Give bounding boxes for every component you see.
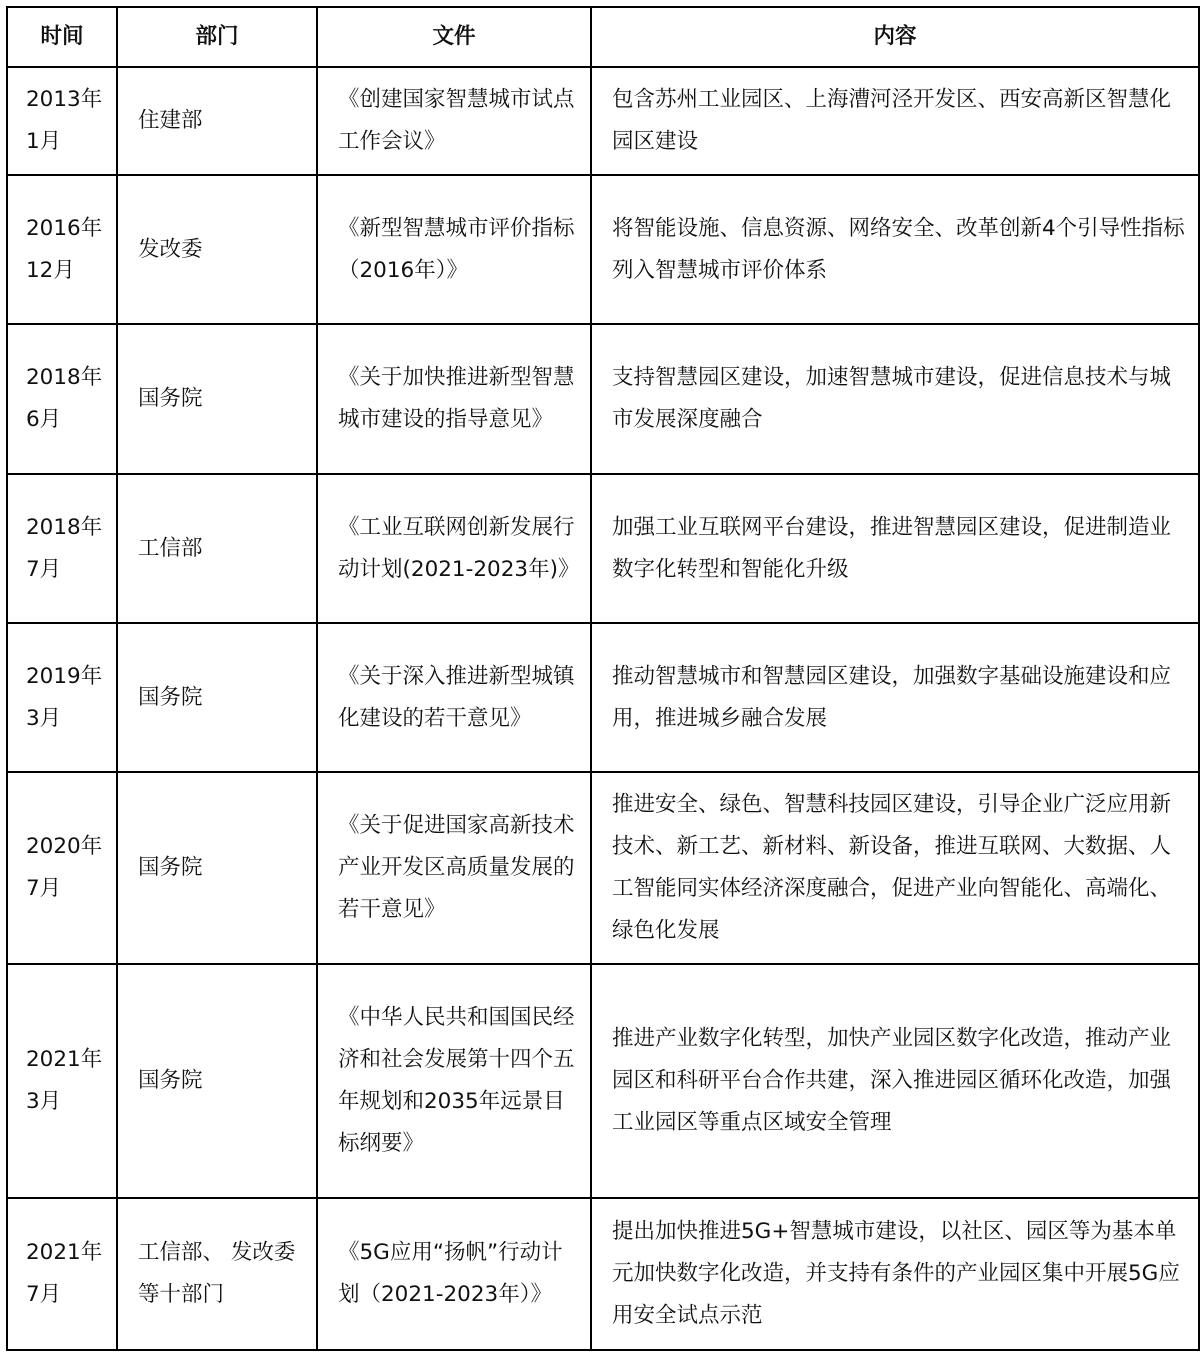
header-dept: 部门 (117, 7, 317, 67)
header-content: 内容 (591, 7, 1199, 67)
cell-dept: 国务院 (117, 772, 317, 964)
cell-time: 2021年7月 (7, 1198, 117, 1350)
cell-dept: 工信部 (117, 474, 317, 623)
table-row (7, 324, 1199, 474)
cell-time: 2018年6月 (7, 324, 117, 474)
cell-content: 提出加快推进5G+智慧城市建设，以社区、园区等为基本单元加快数字化改造，并支持有条件的产业园区集中开展5G应用安全试点示范 (591, 1198, 1199, 1350)
cell-time: 2016年12月 (7, 175, 117, 324)
cell-doc: 《创建国家智慧城市试点工作会议》 (317, 67, 591, 175)
cell-time: 2021年3月 (7, 964, 117, 1198)
cell-time: 2018年7月 (7, 474, 117, 623)
cell-dept: 住建部 (117, 67, 317, 175)
cell-dept: 发改委 (117, 175, 317, 324)
cell-doc: 《关于加快推进新型智慧城市建设的指导意见》 (317, 324, 591, 474)
cell-dept: 国务院 (117, 324, 317, 474)
table-row (7, 772, 1199, 964)
table-row (7, 175, 1199, 324)
cell-doc: 《中华人民共和国国民经济和社会发展第十四个五年规划和2035年远景目标纲要》 (317, 964, 591, 1198)
table-row (7, 67, 1199, 175)
table-row (7, 623, 1199, 772)
cell-doc: 《新型智慧城市评价指标（2016年）》 (317, 175, 591, 324)
cell-time: 2020年7月 (7, 772, 117, 964)
cell-doc: 《关于促进国家高新技术产业开发区高质量发展的若干意见》 (317, 772, 591, 964)
cell-doc: 《关于深入推进新型城镇化建设的若干意见》 (317, 623, 591, 772)
cell-dept: 国务院 (117, 623, 317, 772)
cell-content: 加强工业互联网平台建设，推进智慧园区建设，促进制造业数字化转型和智能化升级 (591, 474, 1199, 623)
cell-content: 将智能设施、信息资源、网络安全、改革创新4个引导性指标列入智慧城市评价体系 (591, 175, 1199, 324)
header-time: 时间 (7, 7, 117, 67)
cell-doc: 《5G应用“扬帆”行动计划（2021-2023年）》 (317, 1198, 591, 1350)
cell-dept: 国务院 (117, 964, 317, 1198)
cell-doc: 《工业互联网创新发展行动计划(2021-2023年)》 (317, 474, 591, 623)
header-row (7, 7, 1199, 67)
cell-time: 2019年3月 (7, 623, 117, 772)
cell-content: 推进产业数字化转型，加快产业园区数字化改造，推动产业园区和科研平台合作共建，深入推进园区循环化改造，加强工业园区等重点区域安全管理 (591, 964, 1199, 1198)
cell-content: 支持智慧园区建设，加速智慧城市建设，促进信息技术与城市发展深度融合 (591, 324, 1199, 474)
policy-table (6, 6, 1200, 1351)
table-header (7, 7, 1199, 67)
table-row (7, 474, 1199, 623)
table-row (7, 964, 1199, 1198)
table-body (7, 67, 1199, 1350)
header-doc: 文件 (317, 7, 591, 67)
cell-time: 2013年1月 (7, 67, 117, 175)
cell-content: 推动智慧城市和智慧园区建设，加强数字基础设施建设和应用，推进城乡融合发展 (591, 623, 1199, 772)
cell-dept: 工信部、 发改委等十部门 (117, 1198, 317, 1350)
table-row (7, 1198, 1199, 1350)
cell-content: 推进安全、绿色、智慧科技园区建设，引导企业广泛应用新技术、新工艺、新材料、新设备，推进互联网、大数据、人工智能同实体经济深度融合，促进产业向智能化、高端化、绿色化发展 (591, 772, 1199, 964)
cell-content: 包含苏州工业园区、上海漕河泾开发区、西安高新区智慧化园区建设 (591, 67, 1199, 175)
